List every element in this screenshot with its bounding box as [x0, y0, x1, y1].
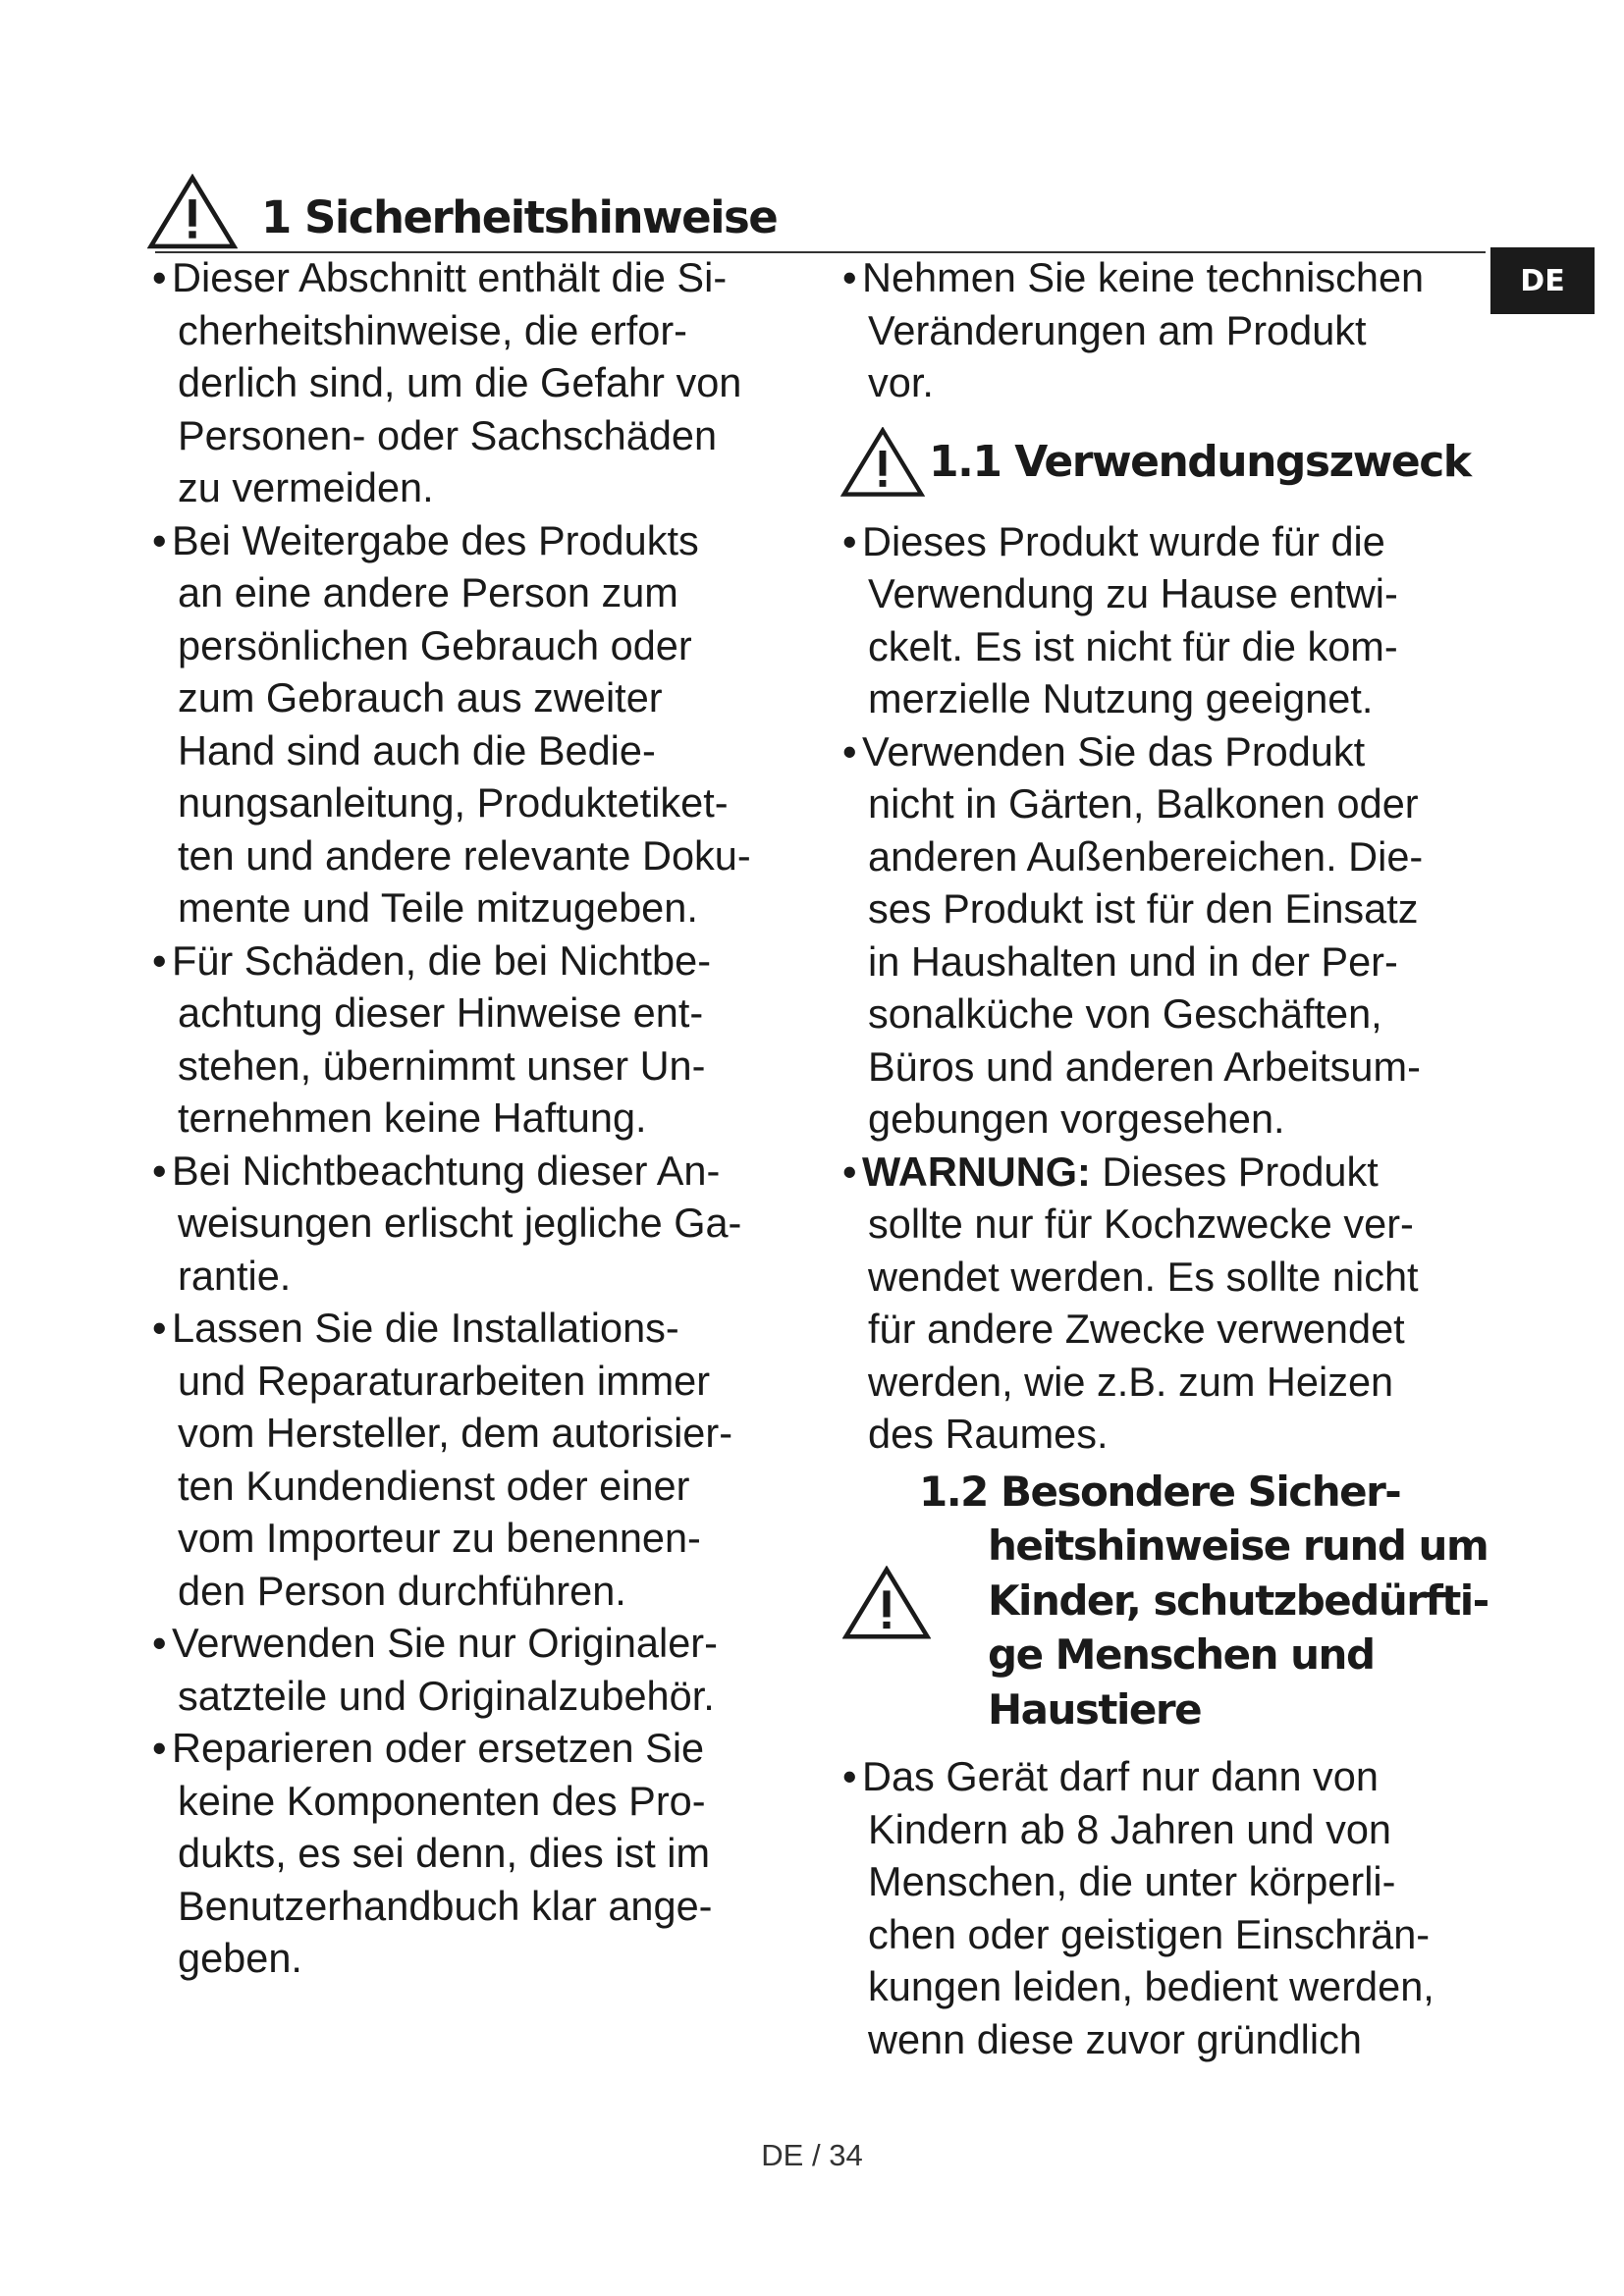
- text-line: sonalküche von Geschäften,: [868, 990, 1382, 1037]
- warning-label: WARNUNG:: [862, 1148, 1091, 1195]
- section-title: 1 Sicherheitshinweise: [261, 190, 778, 243]
- bullet-dot: •: [842, 1753, 857, 1799]
- text-line: werden, wie z.B. zum Heizen: [868, 1358, 1394, 1405]
- bullet-dot: •: [152, 254, 167, 300]
- text-line: Menschen, die unter körperli-: [868, 1858, 1396, 1904]
- text-line: nungsanleitung, Produktetiket-: [178, 779, 729, 826]
- list-item: [152, 1617, 800, 1722]
- bullet-dot: •: [842, 1148, 857, 1195]
- text-line: Bei Weitergabe des Produkts: [172, 516, 699, 563]
- text-line: Kindern ab 8 Jahren und von: [868, 1805, 1391, 1852]
- bullet-dot: •: [152, 1620, 167, 1666]
- text-line: dukts, es sei denn, dies ist im: [178, 1830, 711, 1876]
- text-line: ternehmen keine Haftung.: [178, 1095, 647, 1141]
- text-line: Verwenden Sie nur Originaler-: [172, 1620, 718, 1666]
- list-item: [842, 725, 1486, 1146]
- text-line: zum Gebrauch aus zweiter: [178, 674, 663, 721]
- title-line: 1.2 Besondere Sicher-: [919, 1467, 1401, 1516]
- text-line: kungen leiden, bedient werden,: [868, 1963, 1435, 2009]
- bullet-dot: •: [152, 1147, 167, 1194]
- text-line: Personen- oder Sachschäden: [178, 411, 718, 458]
- list-item: [152, 934, 800, 1145]
- text-line: geben.: [178, 1935, 302, 1981]
- right-column: [842, 251, 1489, 2065]
- bullet-dot: •: [152, 1725, 167, 1771]
- text-line: Benutzerhandbuch klar ange-: [178, 1882, 713, 1929]
- text-line: Veränderungen am Produkt: [868, 306, 1367, 353]
- list-item: [152, 251, 800, 514]
- list-item: [152, 1302, 800, 1617]
- text-line: nicht in Gärten, Balkonen oder: [868, 780, 1419, 827]
- text-line: und Reparaturarbeiten immer: [178, 1357, 711, 1404]
- list-item: [842, 1750, 1486, 2065]
- section-header: [147, 177, 777, 247]
- text-line: ten und andere relevante Doku-: [178, 831, 751, 879]
- title-line: ge Menschen und: [988, 1630, 1375, 1679]
- warning-triangle-icon: [147, 174, 238, 250]
- text-line: vom Importeur zu benennen-: [178, 1515, 701, 1561]
- subsection-title: 1.1 Verwendungszweck: [929, 436, 1471, 487]
- text-line: Lassen Sie die Installations-: [172, 1305, 679, 1351]
- text-line: derlich sind, um die Gefahr von: [178, 359, 742, 405]
- subsection-heading: [842, 1465, 1489, 1737]
- text-line: Nehmen Sie keine technischen: [862, 254, 1425, 300]
- page-number: DE / 34: [761, 2138, 863, 2172]
- text-line: satzteile und Originalzubehör.: [178, 1672, 715, 1719]
- left-column: [152, 251, 800, 1985]
- text-line: cherheitshinweise, die erfor-: [178, 306, 687, 353]
- text-line: ten Kundendienst oder einer: [178, 1462, 690, 1509]
- text-line: wendet werden. Es sollte nicht: [868, 1253, 1419, 1300]
- bullet-dot: •: [842, 517, 857, 564]
- language-tab[interactable]: DE: [1490, 247, 1595, 314]
- text-line: Bei Nichtbeachtung dieser An-: [172, 1147, 721, 1194]
- bullet-dot: •: [842, 254, 857, 300]
- warning-triangle-icon: [840, 427, 925, 498]
- text-line: persönlichen Gebrauch oder: [178, 621, 692, 668]
- title-line: heitshinweise rund um: [988, 1522, 1489, 1570]
- list-item: [152, 1722, 800, 1985]
- text-line: an eine andere Person zum: [178, 569, 678, 615]
- text-line: ses Produkt ist für den Einsatz: [868, 885, 1419, 932]
- text-line: keine Komponenten des Pro-: [178, 1777, 706, 1824]
- text-line: vor.: [868, 359, 934, 405]
- text-line: wenn diese zuvor gründlich: [868, 2015, 1362, 2062]
- text-line: Dieses Produkt wurde für die: [862, 517, 1385, 564]
- text-line: rantie.: [178, 1252, 292, 1299]
- text-line: zu vermeiden.: [178, 464, 434, 510]
- bullet-dot: •: [152, 936, 167, 984]
- text-line: Dieser Abschnitt enthält die Si-: [172, 254, 728, 300]
- text-line: Verwenden Sie das Produkt: [862, 727, 1366, 774]
- text-line: den Person durchführen.: [178, 1567, 626, 1614]
- text-line: [862, 1146, 1486, 1199]
- warning-text: Dieses Produkt: [1090, 1148, 1379, 1195]
- text-line: ckelt. Es ist nicht für die kom-: [868, 622, 1398, 669]
- list-item: [842, 515, 1486, 725]
- text-line: merzielle Nutzung geeignet.: [868, 675, 1374, 721]
- text-line: anderen Außenbereichen. Die-: [868, 832, 1424, 880]
- text-line: stehen, übernimmt unser Un-: [178, 1041, 706, 1089]
- text-line: sollte nur für Kochzwecke ver-: [868, 1201, 1414, 1247]
- list-item: [152, 1145, 800, 1303]
- bullet-dot: •: [152, 516, 167, 563]
- subsection-title: [919, 1465, 1489, 1737]
- title-line: Kinder, schutzbedürfti-: [988, 1575, 1489, 1625]
- text-line: Büros und anderen Arbeitsum-: [868, 1042, 1421, 1090]
- text-line: Für Schäden, die bei Nichtbe-: [172, 936, 712, 984]
- bullet-dot: •: [152, 1305, 167, 1351]
- bullet-dot: •: [842, 727, 857, 774]
- text-line: Reparieren oder ersetzen Sie: [172, 1725, 705, 1771]
- text-line: vom Hersteller, dem autorisier-: [178, 1410, 733, 1456]
- text-line: für andere Zwecke verwendet: [868, 1306, 1405, 1352]
- text-line: achtung dieser Hinweise ent-: [178, 989, 704, 1036]
- list-item: [842, 251, 1486, 409]
- text-line: Verwendung zu Hause entwi-: [868, 570, 1398, 616]
- warning-item: [842, 1146, 1486, 1461]
- text-line: gebungen vorgesehen.: [868, 1095, 1285, 1142]
- text-line: Hand sind auch die Bedie-: [178, 726, 656, 774]
- text-line: Das Gerät darf nur dann von: [862, 1753, 1379, 1799]
- subsection-heading: [842, 409, 1486, 515]
- text-line: weisungen erlischt jegliche Ga-: [178, 1200, 742, 1246]
- text-line: in Haushalten und in der Per-: [868, 937, 1398, 985]
- text-line: des Raumes.: [868, 1411, 1109, 1457]
- text-line: chen oder geistigen Einschrän-: [868, 1910, 1431, 1957]
- title-line: Haustiere: [988, 1684, 1202, 1734]
- text-line: mente und Teile mitzugeben.: [178, 884, 698, 931]
- list-item: [152, 514, 800, 934]
